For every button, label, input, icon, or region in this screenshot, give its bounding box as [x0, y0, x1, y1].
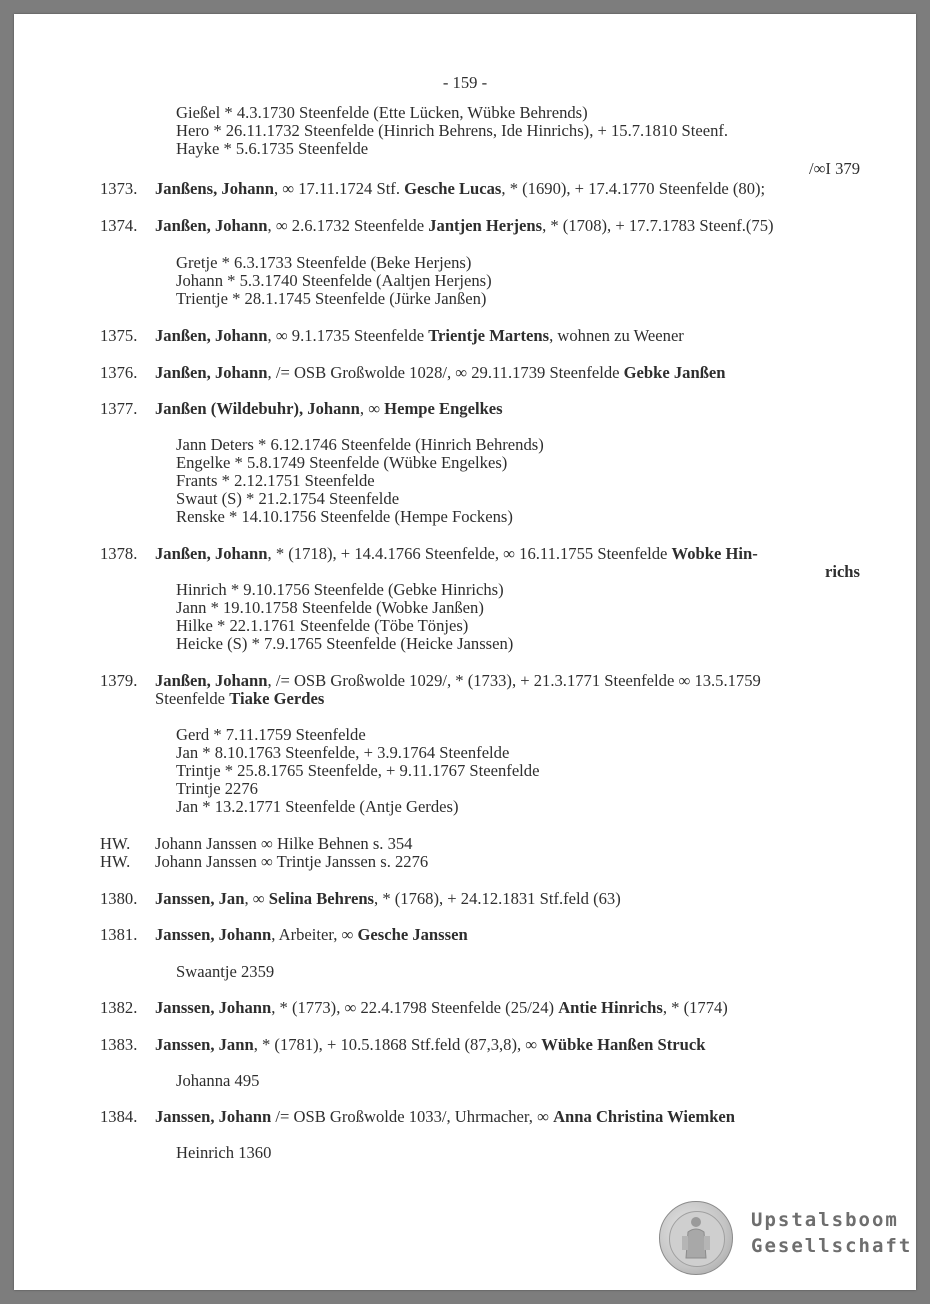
entry-number: 1374.	[100, 216, 138, 235]
child-line: Heinrich 1360	[176, 1143, 272, 1162]
person-name: Janßens, Johann	[155, 179, 274, 198]
child-line: Jann Deters * 6.12.1746 Steenfelde (Hinrich Behrends)	[176, 435, 544, 454]
logo-text: Upstalsboom Gesellschaft	[751, 1209, 913, 1257]
entry-1374: Janßen, Johann, ∞ 2.6.1732 Steenfelde Jantjen Herjens, * (1708), + 17.7.1783 Steenf.(75)	[155, 216, 774, 235]
spouse-name: Gesche Lucas	[404, 179, 502, 198]
entry-number: 1375.	[100, 326, 138, 345]
spouse-name: Wobke Hin-	[671, 544, 758, 563]
child-line: Gießel * 4.3.1730 Steenfelde (Ette Lücken, Wübke Behrends)	[176, 103, 588, 122]
person-name: Janßen, Johann	[155, 671, 268, 690]
entry-number: 1380.	[100, 889, 138, 908]
entry-1376: Janßen, Johann, /= OSB Großwolde 1028/, ∞ 29.11.1739 Steenfelde Gebke Janßen	[155, 363, 726, 382]
page-text	[14, 14, 916, 1290]
cross-reference: /∞I 379	[808, 159, 860, 178]
spouse-name: Antie Hinrichs	[558, 998, 663, 1017]
spouse-name: Gesche Janssen	[357, 925, 468, 944]
spouse-name: Anna Christina Wiemken	[553, 1107, 736, 1126]
entry-number: 1378.	[100, 544, 138, 563]
child-line: Hero * 26.11.1732 Steenfelde (Hinrich Behrens, Ide Hinrichs), + 15.7.1810 Steenf.	[176, 121, 729, 140]
entry-number: 1379.	[100, 671, 138, 690]
hw-label: HW.	[100, 834, 131, 853]
person-name: Janßen (Wildebuhr), Johann	[155, 399, 360, 418]
person-name: Janßen, Johann	[155, 216, 268, 235]
child-line: Jann * 19.10.1758 Steenfelde (Wobke Janßen)	[176, 598, 484, 617]
entry-number: 1373.	[100, 179, 138, 198]
document-page	[14, 14, 916, 1290]
child-line: Gerd * 7.11.1759 Steenfelde	[176, 725, 366, 744]
entry-1375: Janßen, Johann, ∞ 9.1.1735 Steenfelde Trientje Martens, wohnen zu Weener	[155, 326, 684, 345]
society-logo	[659, 1201, 913, 1271]
child-line: Jan * 13.2.1771 Steenfelde (Antje Gerdes)	[176, 797, 459, 816]
entry-1381: Janssen, Johann, Arbeiter, ∞ Gesche Janssen	[155, 925, 468, 944]
child-line: Frants * 2.12.1751 Steenfelde	[176, 471, 375, 490]
child-line: Swaantje 2359	[176, 962, 275, 981]
person-name: Janßen, Johann	[155, 544, 268, 563]
person-name: Janssen, Johann	[155, 1107, 272, 1126]
person-name: Janssen, Jann	[155, 1035, 254, 1054]
child-line: Trientje * 28.1.1745 Steenfelde (Jürke Janßen)	[176, 289, 487, 308]
spouse-name: Jantjen Herjens	[428, 216, 543, 235]
person-name: Janssen, Jan	[155, 889, 245, 908]
entry-1384: Janssen, Johann /= OSB Großwolde 1033/, Uhrmacher, ∞ Anna Christina Wiemken	[155, 1107, 736, 1126]
entry-number: 1377.	[100, 399, 138, 418]
page-number: - 159 -	[442, 73, 488, 92]
child-line: Johanna 495	[176, 1071, 260, 1090]
entry-1378: Janßen, Johann, * (1718), + 14.4.1766 Steenfelde, ∞ 16.11.1755 Steenfelde Wobke Hin-	[155, 544, 758, 563]
person-name: Janssen, Johann	[155, 998, 272, 1017]
child-line: Heicke (S) * 7.9.1765 Steenfelde (Heicke Janssen)	[176, 634, 514, 653]
entry-number: 1382.	[100, 998, 138, 1017]
spouse-name: Tiake Gerdes	[229, 689, 325, 708]
spouse-name-cont: richs	[824, 562, 860, 581]
entry-1377: Janßen (Wildebuhr), Johann, ∞ Hempe Engelkes	[155, 399, 503, 418]
person-name: Janßen, Johann	[155, 326, 268, 345]
hw-line: Johann Janssen ∞ Hilke Behnen s. 354	[155, 834, 413, 853]
child-line: Swaut (S) * 21.2.1754 Steenfelde	[176, 489, 400, 508]
hw-label: HW.	[100, 852, 131, 871]
child-line: Jan * 8.10.1763 Steenfelde, + 3.9.1764 Steenfelde	[176, 743, 510, 762]
entry-1382: Janssen, Johann, * (1773), ∞ 22.4.1798 Steenfelde (25/24) Antie Hinrichs, * (1774)	[155, 998, 728, 1017]
child-line: Engelke * 5.8.1749 Steenfelde (Wübke Engelkes)	[176, 453, 508, 472]
child-line: Hilke * 22.1.1761 Steenfelde (Töbe Tönjes)	[176, 616, 469, 635]
child-line: Johann * 5.3.1740 Steenfelde (Aaltjen Herjens)	[176, 271, 492, 290]
child-line: Hinrich * 9.10.1756 Steenfelde (Gebke Hinrichs)	[176, 580, 504, 599]
entry-1380: Janssen, Jan, ∞ Selina Behrens, * (1768), + 24.12.1831 Stf.feld (63)	[155, 889, 621, 908]
seal-icon	[659, 1201, 733, 1275]
child-line: Trintje * 25.8.1765 Steenfelde, + 9.11.1767 Steenfelde	[176, 761, 540, 780]
entry-1373: Janßens, Johann, ∞ 17.11.1724 Stf. Gesche Lucas, * (1690), + 17.4.1770 Steenfelde (80);	[155, 179, 766, 198]
child-line: Gretje * 6.3.1733 Steenfelde (Beke Herjens)	[176, 253, 472, 272]
spouse-name: Trientje Martens	[428, 326, 550, 345]
spouse-name: Wübke Hanßen Struck	[541, 1035, 706, 1054]
child-line: Renske * 14.10.1756 Steenfelde (Hempe Fockens)	[176, 507, 513, 526]
spouse-name: Hempe Engelkes	[384, 399, 503, 418]
entry-number: 1381.	[100, 925, 138, 944]
spouse-name: Selina Behrens	[268, 889, 375, 908]
entry-1379: Janßen, Johann, /= OSB Großwolde 1029/, * (1733), + 21.3.1771 Steenfelde ∞ 13.5.1759	[155, 671, 761, 690]
seal-figure-icon	[678, 1214, 714, 1260]
entry-number: 1383.	[100, 1035, 138, 1054]
spouse-name: Gebke Janßen	[623, 363, 726, 382]
child-line: Trintje 2276	[176, 779, 258, 798]
entry-number: 1376.	[100, 363, 138, 382]
entry-number: 1384.	[100, 1107, 138, 1126]
entry-1383: Janssen, Jann, * (1781), + 10.5.1868 Stf.feld (87,3,8), ∞ Wübke Hanßen Struck	[155, 1035, 706, 1054]
person-name: Janßen, Johann	[155, 363, 268, 382]
entry-1379-line2: Steenfelde Tiake Gerdes	[155, 689, 325, 708]
person-name: Janssen, Johann	[155, 925, 272, 944]
hw-line: Johann Janssen ∞ Trintje Janssen s. 2276	[155, 852, 429, 871]
child-line: Hayke * 5.6.1735 Steenfelde	[176, 139, 369, 158]
